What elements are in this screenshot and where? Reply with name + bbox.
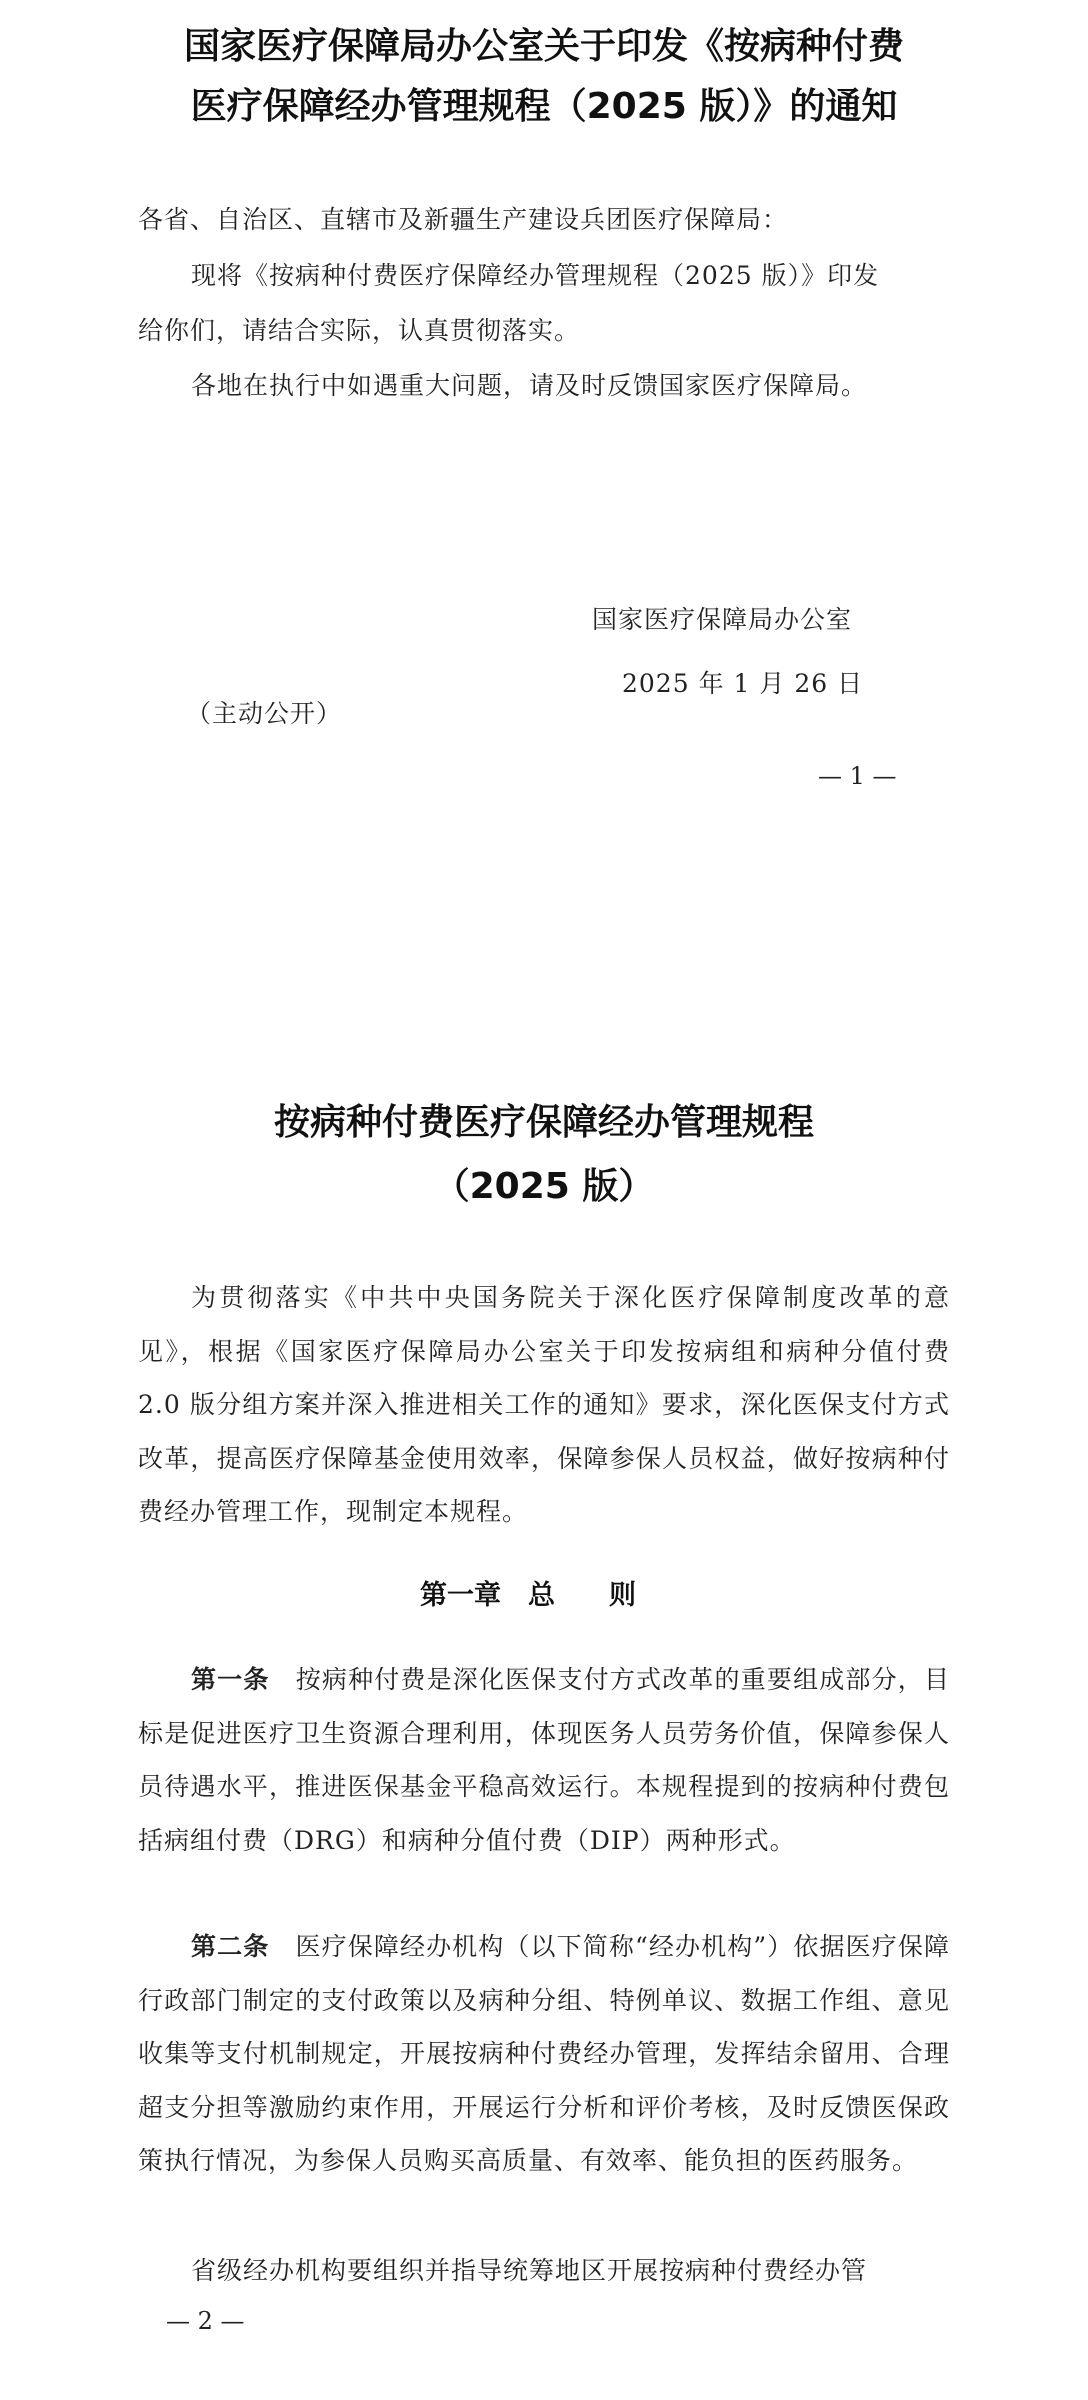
notice-title-line2: 医疗保障经办管理规程（2025 版）》的通知: [190, 86, 898, 127]
preamble-paragraph: 为贯彻落实《中共中央国务院关于深化医疗保障制度改革的意见》，根据《国家医疗保障局办公室关于印发按病组和病种分值付费 2.0 版分组方案并深入推进相关工作的通知》要求，深化医保支付方式改革，提高医疗保障基金使用效率，保障参保人员权益，做好按病种付费经办管理工作，现制定本规程。: [138, 1283, 950, 1526]
paragraph-continued: 省级经办机构要组织并指导统筹地区开展按病种付费经办管: [191, 2256, 868, 2285]
issuer-signature: 国家医疗保障局办公室: [592, 605, 853, 634]
chapter-heading: 第一章 总 则: [420, 1580, 636, 1611]
regulation-version: （2025 版）: [433, 1166, 655, 1207]
page-number-1: — 1 —: [818, 762, 897, 790]
salutation: 各省、自治区、直辖市及新疆生产建设兵团医疗保障局：: [138, 205, 789, 234]
regulation-title: 按病种付费医疗保障经办管理规程: [273, 1102, 814, 1143]
notice-paragraph-2: 各地在执行中如遇重大问题，请及时反馈国家医疗保障局。: [191, 371, 868, 400]
notice-title-line1: 国家医疗保障局办公室关于印发《按病种付费: [183, 26, 904, 67]
article-1: [138, 1653, 950, 1867]
disclosure-label: （主动公开）: [186, 699, 343, 728]
article-2-label: 第二条: [191, 1932, 270, 1961]
article-2-text: 医疗保障经办机构（以下简称“经办机构”）依据医疗保障行政部门制定的支付政策以及病种分组、特例单议、数据工作组、意见收集等支付机制规定，开展按病种付费经办管理，发挥结余留用、合理超支分担等激励约束作用，开展运行分析和评价考核，及时反馈医保政策执行情况，为参保人员购买高质量、有效率、能负担的医药服务。: [138, 1932, 950, 2175]
issue-date: 2025 年 1 月 26 日: [622, 669, 864, 698]
article-2: [138, 1920, 950, 2188]
notice-paragraph-1-line1: 现将《按病种付费医疗保障经办管理规程（2025 版）》印发: [191, 261, 880, 290]
notice-paragraph-1-line2: 给你们，请结合实际，认真贯彻落实。: [138, 316, 581, 345]
article-1-text: 按病种付费是深化医保支付方式改革的重要组成部分，目标是促进医疗卫生资源合理利用，体现医务人员劳务价值，保障参保人员待遇水平，推进医保基金平稳高效运行。本规程提到的按病种付费包括病组付费（DRG）和病种分值付费（DIP）两种形式。: [138, 1665, 950, 1855]
page-number-2: — 2 —: [166, 2307, 245, 2335]
article-1-label: 第一条: [191, 1665, 270, 1694]
